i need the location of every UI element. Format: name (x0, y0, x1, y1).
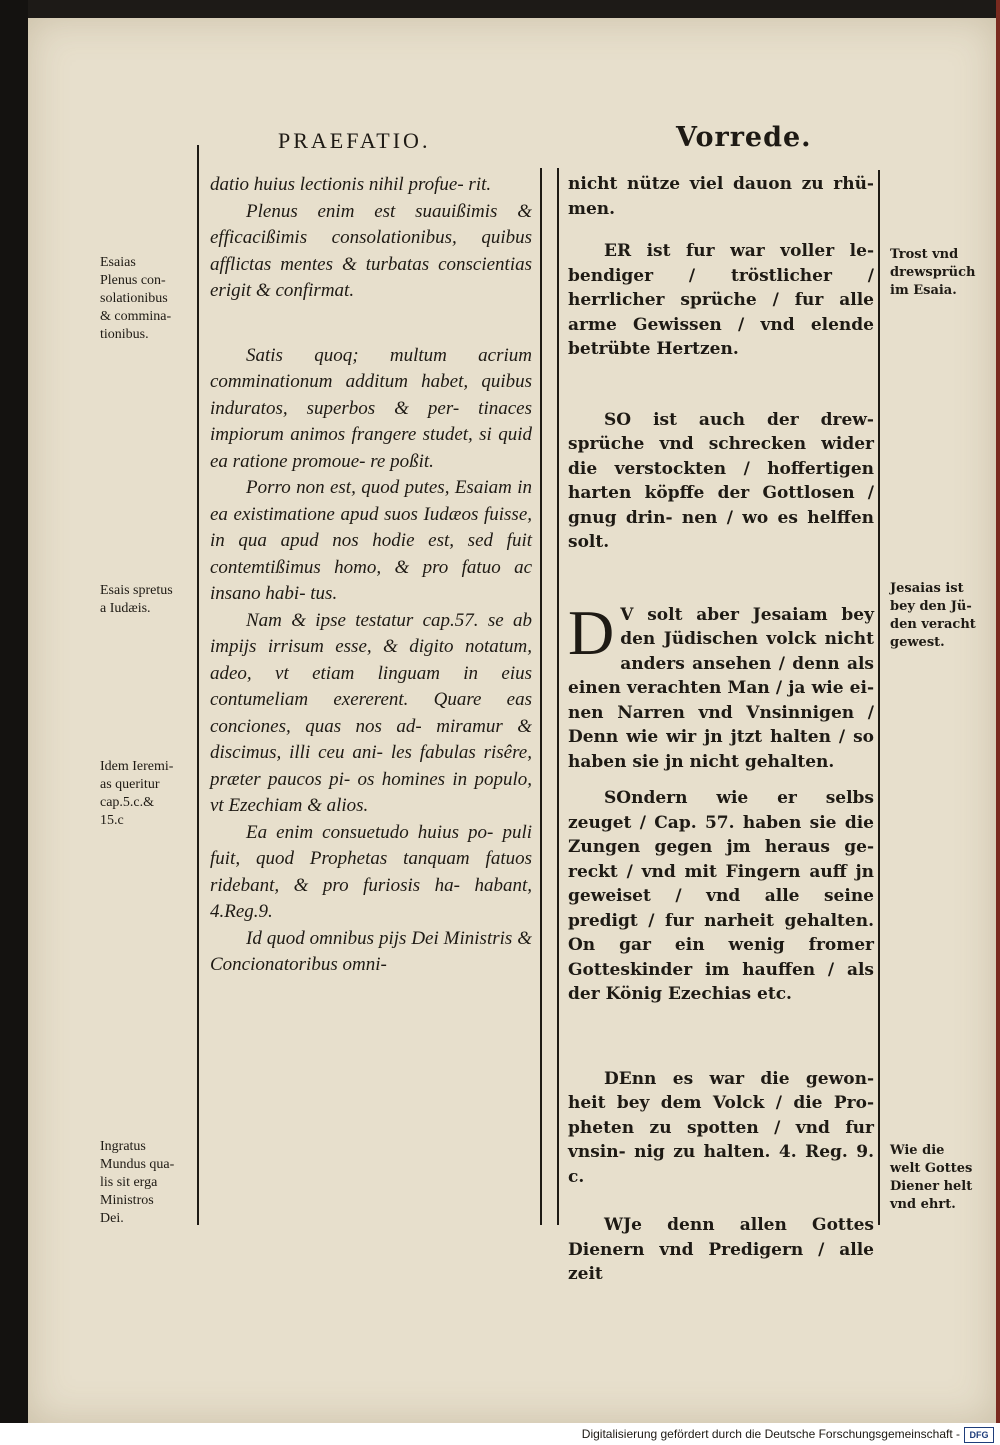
header-german: Vorrede. (676, 122, 812, 153)
margin-note-left-1: Esaias Plenus con- solationibus & commina- tionibus. (100, 255, 172, 342)
margin-note-right-3: Wie die welt Gottes Diener helt vnd ehrt. (890, 1143, 973, 1212)
column-rule-right (878, 170, 880, 1225)
margin-note-left-4: Ingratus Mundus qua- lis sit erga Ministros Dei. (100, 1139, 175, 1226)
latin-paragraph-6: Ea enim consuetudo huius po- puli fuit, quod Prophetas tanquam fatuos ridebant, & pro furiosis ha- habant, 4.Reg.9. (210, 821, 532, 922)
german-paragraph-4 (568, 596, 874, 775)
german-paragraph-7: WJe denn allen Gottes Dienern vnd Predigern / alle zeit (568, 1215, 874, 1284)
latin-paragraph-4: Porro non est, quod putes, Esaiam in ea existimatione apud suos Iudæos fuisse, in qua apud nos hodie est, sed fuit contemtißimus homo, & pro fatuo ac insano habi- tus. (210, 477, 532, 604)
german-paragraph-3: SO ist auch der drew- sprüche vnd schrecken wider die verstockten / hoffertigen harten köpffe der Gottlosen / gnug drin- nen / wo es helffen solt. (568, 409, 874, 552)
header-latin: PRAEFATIO. (278, 128, 431, 153)
german-paragraph-4-text: V solt aber Jesaiam bey den Jüdischen volck nicht anders ansehen / denn als einen verachten Man / ja wie ei- nen Narren vnd Vnsinnigen / Denn wie wir jn jtzt halten / so haben sie jn nicht gehalten. (568, 604, 874, 772)
latin-paragraph-2: Plenus enim est suauißimis & efficacißimis consolationibus, quibus afflictas mentes & turbatas conscientias erigit & confirmat. (210, 200, 532, 301)
margin-note-right-1: Trost vnd drewsprüch im Esaia. (890, 247, 976, 298)
book-binding (0, 0, 28, 1445)
margin-note-right-2: Jesaias ist bey den Jü- den veracht gewest. (890, 581, 976, 650)
column-rule-center-left (540, 168, 542, 1225)
german-paragraph-1: nicht nütze viel dauon zu rhü- men. (568, 174, 874, 219)
latin-paragraph-3: Satis quoq; multum acrium comminationum additum habet, quibus induratos, superbos & per- tinaces impiorum animos frangere studet, si quid ea ratione promoue- re poßit. (210, 344, 532, 472)
drop-cap: D (568, 596, 615, 668)
footer-bar (0, 1423, 1000, 1445)
german-paragraph-5: SOndern wie er selbs zeuget / Cap. 57. haben sie die Zungen gegen jm heraus ge- reckt / vnd mit Fingern auff jn geweiset / vnd alle seine predigt / fur narheit gehalten. On gar ein wenig fromer Gotteskinder im hauffen / als der König Ezechias etc. (568, 788, 874, 1004)
german-column (568, 172, 874, 1287)
latin-paragraph-1: datio huius lectionis nihil profue- rit. (210, 174, 492, 195)
footer-credit: Digitalisierung gefördert durch die Deutsche Forschungsgemeinschaft - (581, 1427, 960, 1441)
margin-note-left-3: Idem Ieremi- as queritur cap.5.c.& 15.c (100, 759, 174, 828)
german-paragraph-2: ER ist fur war voller le- bendiger / tröstlicher / herrlicher sprüche / fur alle arme Gewissen / vnd elende betrübte Hertzen. (568, 241, 874, 359)
latin-column (210, 172, 532, 979)
margin-note-left-2: Esais spretus a Iudæis. (100, 583, 173, 616)
book-edge (996, 0, 1000, 1445)
latin-paragraph-5: Nam & ipse testatur cap.57. se ab impijs irrisum esse, & digito notatum, adeo, vt etiam linguam in eius contumeliam exererent. Quare eas conciones, quas nos ad- miramur & discimus, illi ceu ani- les fabulas risêre, præter paucos pi- os homines in populo, vt Ezechiam & alios. (210, 609, 532, 816)
latin-paragraph-7: Id quod omnibus pijs Dei Ministris & Concionatoribus omni- (210, 927, 532, 975)
dfg-logo-icon: DFG (964, 1427, 994, 1443)
german-paragraph-6: DEnn es war die gewon- heit bey dem Volck / die Pro- pheten zu spotten / vnd fur vnsin- nig zu halten. 4. Reg. 9. c. (568, 1068, 874, 1187)
column-rule-center-right (557, 168, 559, 1225)
